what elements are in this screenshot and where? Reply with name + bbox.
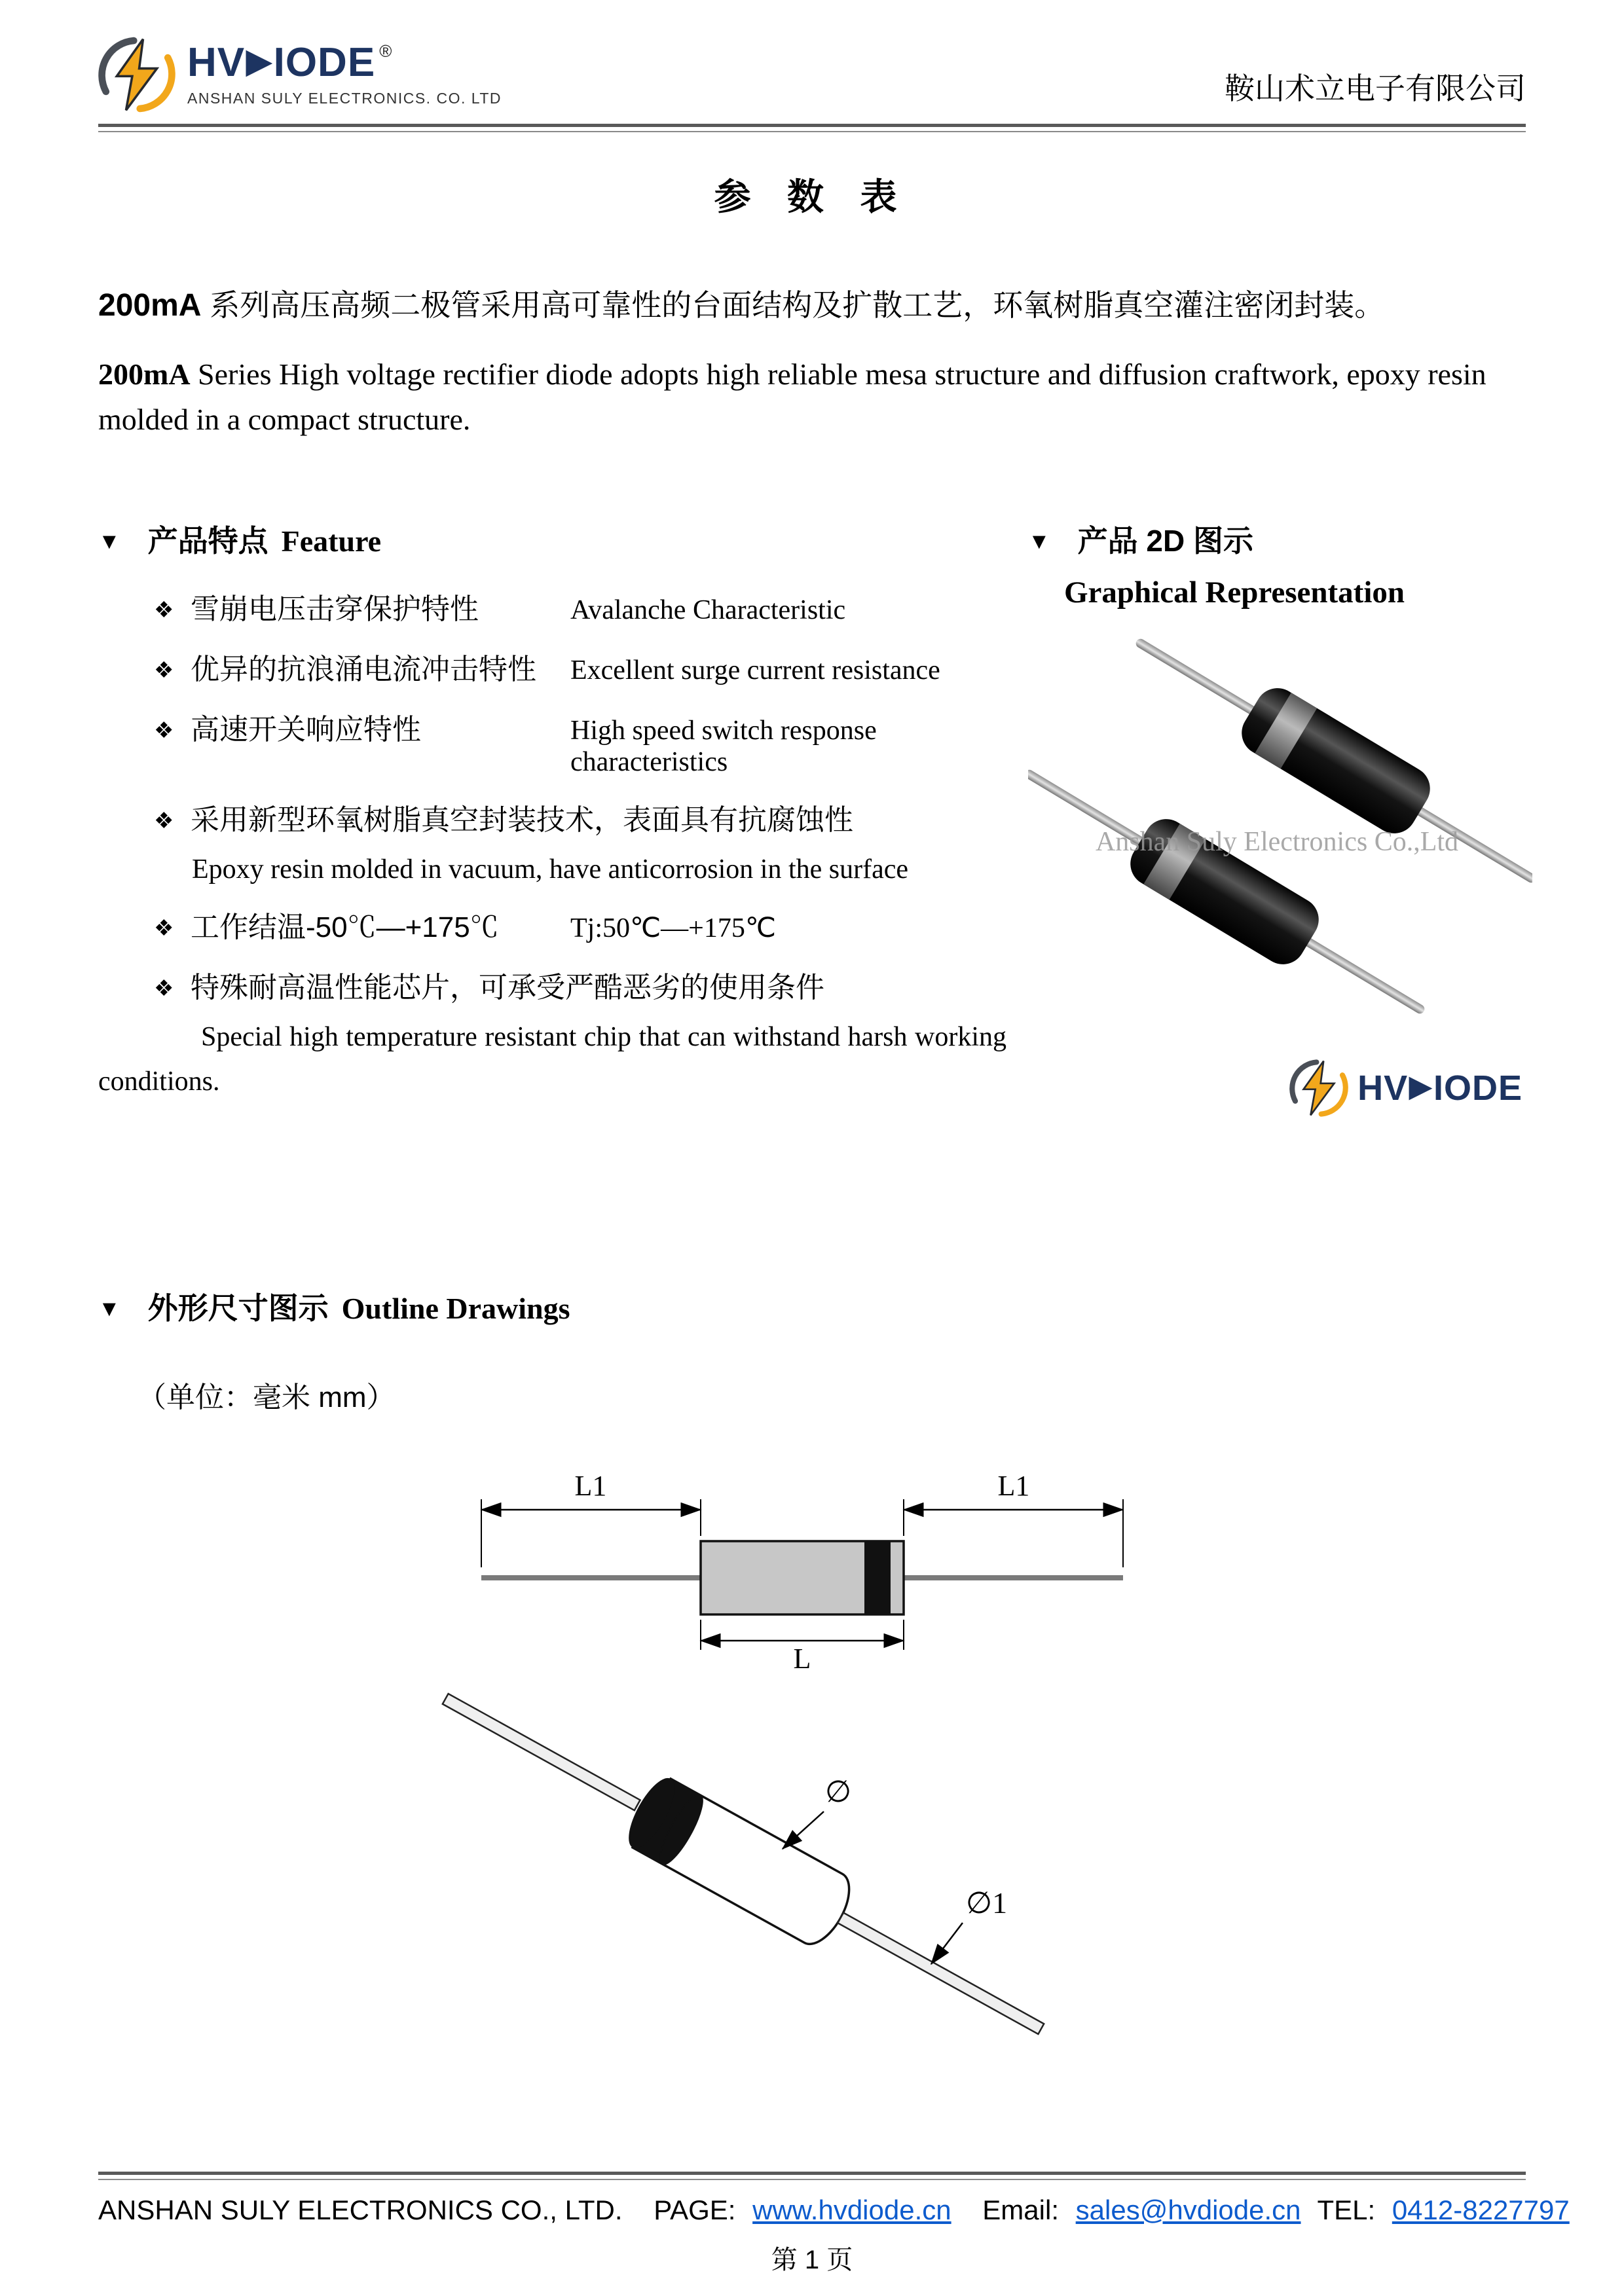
- intro-cn-text: 系列高压高频二极管采用高可靠性的台面结构及扩散工艺，环氧树脂真空灌注密闭封装。: [201, 288, 1385, 322]
- header-rule: [98, 124, 1526, 132]
- lightning-bolt-icon: [1289, 1059, 1348, 1118]
- feature-item: [154, 646, 1028, 687]
- graphic-heading-en: Graphical Representation: [1064, 575, 1405, 610]
- feature-item: [154, 706, 1028, 778]
- outline-drawing-2d: [465, 1461, 1159, 1671]
- logo-subtitle: ANSHAN SULY ELECTRONICS. CO. LTD: [187, 89, 502, 107]
- brand-hv: HV: [1357, 1068, 1409, 1108]
- feature-item-cn: 优异的抗浪涌电流冲击特性: [191, 653, 536, 685]
- feature-item-cn: 高速开关响应特性: [191, 713, 421, 746]
- company-logo: [98, 36, 502, 113]
- graphic-heading: [1028, 517, 1532, 560]
- brand-row: [1357, 1070, 1522, 1106]
- brand-iode: IODE: [1433, 1068, 1522, 1108]
- lead-lower: [838, 1912, 1044, 2033]
- feature-item: [154, 585, 1028, 627]
- feature-item: [154, 964, 1028, 1006]
- lead-upper: [443, 1694, 640, 1810]
- footer: [98, 2161, 1570, 2276]
- intro-paragraph-cn: [98, 283, 1526, 329]
- dim-label-l1-left: L1: [574, 1469, 607, 1502]
- dim-label-l1-right: L1: [997, 1469, 1030, 1502]
- intro-en-series: 200mA: [98, 357, 191, 391]
- diode-photo: [1028, 633, 1532, 1042]
- company-name-chinese: 鞍山术立电子有限公司: [1225, 71, 1526, 105]
- lightning-bolt-icon: [98, 36, 175, 113]
- logo-text: [187, 39, 502, 107]
- feature-heading-cn: 产品特点: [147, 523, 268, 558]
- graphic-column: [1028, 517, 1532, 1118]
- brand-hv: HV: [187, 39, 246, 85]
- graphic-heading-cn: 产品 2D 图示: [1077, 523, 1254, 558]
- outline-heading-cn: 外形尺寸图示: [147, 1290, 329, 1325]
- footer-company: ANSHAN SULY ELECTRONICS CO., LTD.: [98, 2195, 623, 2225]
- registered-mark: ®: [379, 41, 392, 61]
- feature-item: [154, 903, 1028, 945]
- diamond-bullet-icon: ❖: [154, 915, 174, 941]
- feature-heading: [98, 517, 1028, 560]
- triangle-marker-icon: ▼: [98, 1296, 120, 1321]
- outline-heading-en: Outline Drawings: [341, 1291, 570, 1325]
- feature-item-cn: 雪崩电压击穿保护特性: [191, 592, 479, 625]
- feature-item-en: Avalanche Characteristic: [570, 594, 846, 625]
- page-title: 参 数 表: [714, 176, 910, 217]
- feature-item-en: High speed switch response characteristics: [570, 715, 877, 777]
- feature-item-cn: 特殊耐高温性能芯片，可承受严酷恶劣的使用条件: [191, 971, 824, 1004]
- outline-drawing-3d: [373, 1677, 1126, 2057]
- feature-item-en: Special high temperature resistant chip that can withstand harsh working: [201, 1021, 1006, 1052]
- page-number: 第 1 页: [771, 2246, 853, 2274]
- feature-and-graphic-section: [98, 517, 1526, 1118]
- diamond-bullet-icon: ❖: [154, 975, 174, 1001]
- email-link[interactable]: sales@hvdiode.cn: [1075, 2195, 1301, 2225]
- diamond-bullet-icon: ❖: [154, 657, 174, 683]
- footer-contact-line: [98, 2195, 1570, 2226]
- feature-conditions-text: conditions.: [98, 1066, 220, 1097]
- header: [98, 36, 1526, 113]
- diamond-bullet-icon: ❖: [154, 718, 174, 743]
- unit-note: （单位：毫米 mm）: [138, 1381, 396, 1413]
- brand-d-triangle-icon: ▶: [246, 42, 272, 79]
- feature-heading-en: Feature: [281, 524, 382, 558]
- footer-rule: [98, 2172, 1526, 2180]
- feature-item-cn: 工作结温-50℃—+175℃: [191, 911, 499, 943]
- brand-d-triangle-icon: ▶: [1409, 1070, 1432, 1102]
- brand-iode: IODE: [273, 39, 376, 85]
- website-link[interactable]: www.hvdiode.cn: [752, 2195, 951, 2225]
- triangle-marker-icon: ▼: [1028, 528, 1050, 554]
- brand-row: [187, 39, 502, 85]
- footer-page-label: PAGE:: [654, 2195, 736, 2225]
- feature-column: [98, 517, 1028, 1118]
- diode-3d: [426, 1677, 1060, 2057]
- feature-item-en: Excellent surge current resistance: [570, 655, 940, 685]
- triangle-marker-icon: ▼: [98, 528, 120, 554]
- feature-item-en: Epoxy resin molded in vacuum, have anticorrosion in the surface: [192, 854, 909, 884]
- dim-label-dia1: ∅1: [966, 1886, 1008, 1920]
- intro-paragraph-en: [98, 352, 1526, 442]
- dim-label-dia: ∅: [825, 1774, 852, 1808]
- dim-label-l: L: [793, 1642, 811, 1671]
- feature-item: [154, 796, 1028, 838]
- footer-email-label: Email:: [982, 2195, 1059, 2225]
- diode-photo-image: [1028, 633, 1532, 1039]
- feature-item-cn: 采用新型环氧树脂真空封装技术，表面具有抗腐蚀性: [191, 803, 853, 836]
- tel-link[interactable]: 0412-8227797: [1392, 2195, 1570, 2225]
- diamond-bullet-icon: ❖: [154, 808, 174, 833]
- intro-en-text: Series High voltage rectifier diode adopts high reliable mesa structure and diffusion craftwork, epoxy resin molded in a compact structure.: [98, 357, 1486, 436]
- company-logo-small: [1028, 1059, 1522, 1118]
- outline-heading: [98, 1285, 1526, 1328]
- cathode-band: [864, 1541, 891, 1614]
- outline-section: [98, 1285, 1526, 2057]
- feature-item-en: Tj:50℃—+175℃: [570, 913, 777, 943]
- intro-cn-series: 200mA: [98, 288, 202, 323]
- feature-list: [154, 585, 1028, 1053]
- footer-tel-label: TEL:: [1317, 2195, 1376, 2225]
- diamond-bullet-icon: ❖: [154, 597, 174, 623]
- watermark-text: Anshan Suly Electronics Co.,Ltd: [1095, 826, 1459, 857]
